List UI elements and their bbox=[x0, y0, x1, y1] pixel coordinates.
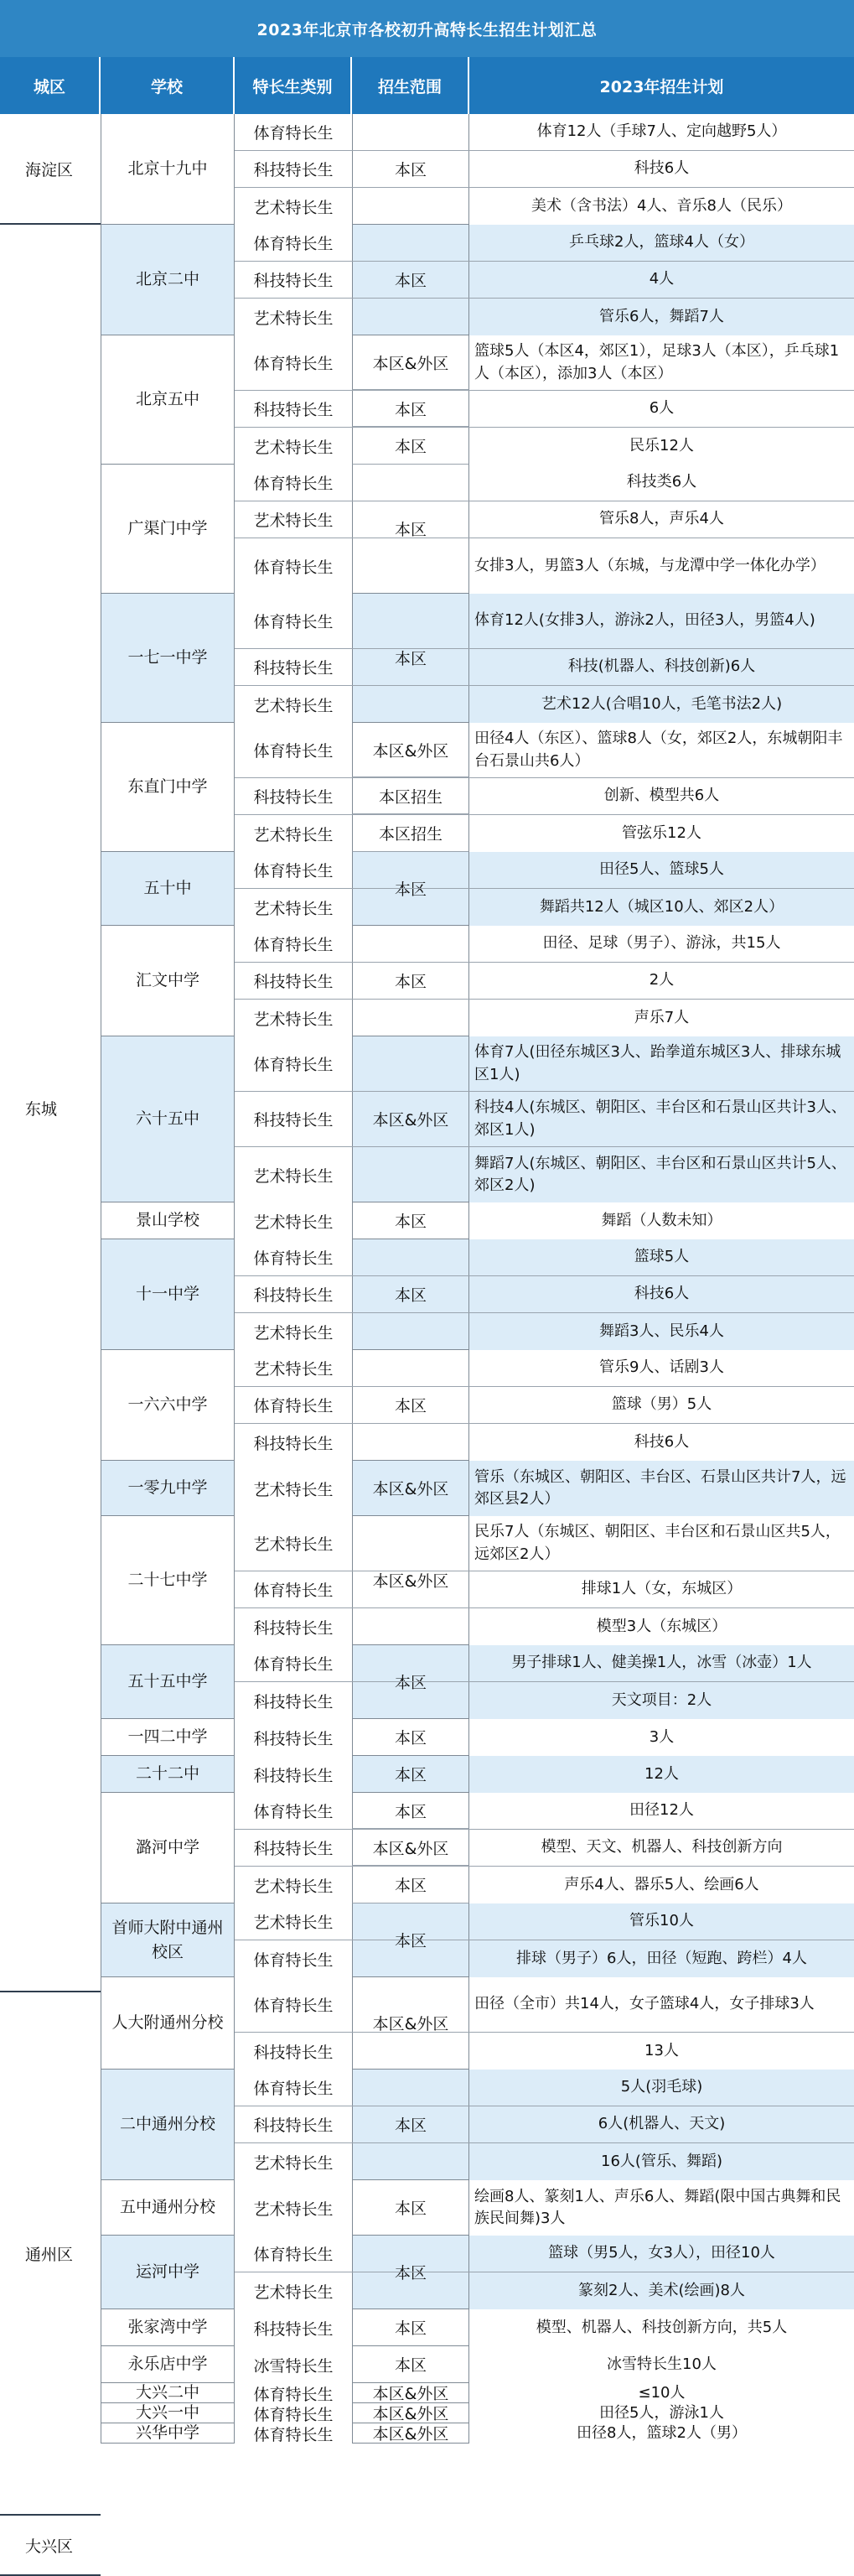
plan-cell: 男子排球1人、健美操1人，冰雪（冰壶）1人 bbox=[469, 1645, 854, 1681]
school-scope: 本区 bbox=[352, 1350, 469, 1460]
school-scope: 本区 bbox=[352, 1719, 469, 1755]
table-row bbox=[235, 723, 854, 778]
school-scope: 本区 bbox=[352, 1202, 469, 1239]
category-cell: 体育特长生 bbox=[235, 114, 352, 150]
plan-cell: 乒乓球2人，篮球4人（女） bbox=[469, 225, 854, 261]
school-block bbox=[101, 2309, 854, 2346]
plan-cell: 6人 bbox=[469, 391, 854, 427]
school-block bbox=[101, 1756, 854, 1793]
table-header-row bbox=[0, 57, 854, 114]
table-row bbox=[235, 1313, 854, 1350]
school-name: 永乐店中学 bbox=[101, 2346, 235, 2382]
category-cell: 冰雪特长生 bbox=[235, 2346, 352, 2383]
school-scope: 本区 bbox=[352, 594, 469, 722]
plan-cell: 5人(羽毛球) bbox=[469, 2070, 854, 2106]
school-block bbox=[101, 1516, 854, 1645]
table-row bbox=[235, 1830, 854, 1867]
category-cell: 艺术特长生 bbox=[235, 815, 352, 852]
school-name: 北京五中 bbox=[101, 335, 235, 464]
school-name: 景山学校 bbox=[101, 1202, 235, 1239]
table-row bbox=[235, 1793, 854, 1830]
category-cell: 体育特长生 bbox=[235, 2403, 352, 2423]
table-row bbox=[235, 1940, 854, 1977]
school-name: 运河中学 bbox=[101, 2236, 235, 2309]
school-block bbox=[101, 1903, 854, 1977]
school-block bbox=[101, 2346, 854, 2383]
table-row bbox=[235, 1276, 854, 1313]
category-cell: 体育特长生 bbox=[235, 225, 352, 261]
school-scope: 本区 bbox=[352, 852, 469, 925]
table-row bbox=[235, 2033, 854, 2070]
category-cell: 体育特长生 bbox=[235, 335, 352, 390]
table-row bbox=[235, 1350, 854, 1387]
category-cell: 科技特长生 bbox=[235, 2106, 352, 2142]
table-row bbox=[235, 778, 854, 815]
category-cell: 艺术特长生 bbox=[235, 1867, 352, 1903]
scope-cell: 本区 bbox=[352, 391, 469, 427]
category-cell: 艺术特长生 bbox=[235, 428, 352, 465]
category-cell: 体育特长生 bbox=[235, 723, 352, 777]
school-block bbox=[101, 852, 854, 926]
table-row bbox=[235, 391, 854, 428]
school-name: 二中通州分校 bbox=[101, 2070, 235, 2179]
plan-cell: 舞蹈共12人（城区10人、郊区2人） bbox=[469, 889, 854, 926]
category-cell: 体育特长生 bbox=[235, 2423, 352, 2444]
category-cell: 体育特长生 bbox=[235, 538, 352, 594]
plan-cell: 科技6人 bbox=[469, 151, 854, 187]
table-row bbox=[235, 538, 854, 594]
category-cell: 科技特长生 bbox=[235, 963, 352, 999]
table-row bbox=[235, 2423, 854, 2444]
plan-cell: 科技6人 bbox=[469, 1276, 854, 1312]
category-cell: 艺术特长生 bbox=[235, 1903, 352, 1940]
school-name: 大兴二中 bbox=[101, 2383, 235, 2402]
table-row bbox=[235, 926, 854, 963]
table-row bbox=[235, 2106, 854, 2143]
plan-cell: 管乐9人、话剧3人 bbox=[469, 1350, 854, 1386]
category-cell: 科技特长生 bbox=[235, 1756, 352, 1793]
table-row bbox=[235, 1000, 854, 1036]
table-row bbox=[235, 686, 854, 723]
school-scope: 本区 bbox=[352, 926, 469, 1036]
scope-cell: 本区招生 bbox=[352, 778, 469, 814]
plan-cell: 模型、天文、机器人、科技创新方向 bbox=[469, 1830, 854, 1866]
category-cell: 科技特长生 bbox=[235, 1719, 352, 1756]
header-scope: 招生范围 bbox=[352, 57, 469, 114]
category-cell: 艺术特长生 bbox=[235, 1000, 352, 1036]
school-name: 一七一中学 bbox=[101, 594, 235, 722]
category-cell: 体育特长生 bbox=[235, 1940, 352, 1977]
table-row bbox=[235, 1682, 854, 1719]
table-row bbox=[235, 2236, 854, 2272]
category-cell: 科技特长生 bbox=[235, 262, 352, 298]
school-block bbox=[101, 1350, 854, 1461]
table-row bbox=[235, 1645, 854, 1682]
school-block bbox=[101, 225, 854, 335]
school-name: 兴华中学 bbox=[101, 2423, 235, 2443]
school-name: 北京二中 bbox=[101, 225, 235, 335]
table-row bbox=[235, 2383, 854, 2403]
school-name: 潞河中学 bbox=[101, 1793, 235, 1903]
school-block bbox=[101, 1461, 854, 1516]
category-cell: 科技特长生 bbox=[235, 391, 352, 427]
plan-cell: 田径4人（东区）、篮球8人（女，郊区2人，东城朝阳丰台石景山共6人） bbox=[469, 723, 854, 777]
table-row bbox=[235, 1387, 854, 1424]
school-name: 五十五中学 bbox=[101, 1645, 235, 1718]
plan-cell: 声乐4人、器乐5人、绘画6人 bbox=[469, 1867, 854, 1903]
school-block bbox=[101, 1645, 854, 1719]
school-block bbox=[101, 1793, 854, 1903]
category-cell: 科技特长生 bbox=[235, 1276, 352, 1312]
plan-cell: 篮球（男）5人 bbox=[469, 1387, 854, 1423]
category-cell: 艺术特长生 bbox=[235, 2143, 352, 2180]
school-block bbox=[101, 1239, 854, 1350]
school-name: 人大附通州分校 bbox=[101, 1977, 235, 2069]
category-cell: 体育特长生 bbox=[235, 1571, 352, 1607]
school-scope: 本区 bbox=[352, 1756, 469, 1792]
school-block bbox=[101, 1977, 854, 2070]
plan-cell: 创新、模型共6人 bbox=[469, 778, 854, 814]
plan-cell: 管弦乐12人 bbox=[469, 815, 854, 852]
school-scope: 本区&外区 bbox=[352, 1036, 469, 1202]
school-block bbox=[101, 1719, 854, 1756]
category-cell: 艺术特长生 bbox=[235, 1202, 352, 1239]
table-row bbox=[235, 2180, 854, 2236]
school-name: 二十七中学 bbox=[101, 1516, 235, 1644]
school-name: 一六六中学 bbox=[101, 1350, 235, 1460]
plan-cell: 科技类6人 bbox=[469, 465, 854, 501]
table-row bbox=[235, 428, 854, 465]
scope-cell: 本区 bbox=[352, 428, 469, 465]
table-body bbox=[0, 114, 854, 2576]
plan-cell: 美术（含书法）4人、音乐8人（民乐） bbox=[469, 188, 854, 225]
plan-cell: 舞蹈3人、民乐4人 bbox=[469, 1313, 854, 1350]
school-block bbox=[101, 723, 854, 852]
category-cell: 体育特长生 bbox=[235, 465, 352, 501]
plan-cell: 舞蹈7人(东城区、朝阳区、丰台区和石景山区共计5人、郊区2人) bbox=[469, 1147, 854, 1202]
school-scope: 本区&外区 bbox=[352, 1516, 469, 1644]
category-cell: 体育特长生 bbox=[235, 1036, 352, 1091]
school-name: 广渠门中学 bbox=[101, 465, 235, 593]
school-name: 二十二中 bbox=[101, 1756, 235, 1792]
table-row bbox=[235, 1092, 854, 1147]
school-name: 汇文中学 bbox=[101, 926, 235, 1036]
table-row bbox=[235, 1867, 854, 1903]
school-scope: 本区 bbox=[352, 2309, 469, 2345]
school-name: 首师大附中通州校区 bbox=[101, 1903, 235, 1976]
table-row bbox=[235, 2070, 854, 2106]
school-block bbox=[101, 1036, 854, 1202]
plan-cell: 女排3人，男篮3人（东城，与龙潭中学一体化办学） bbox=[469, 538, 854, 594]
plan-cell: 管乐（东城区、朝阳区、丰台区、石景山区共计7人，远郊区县2人） bbox=[469, 1461, 854, 1516]
school-name: 五中通州分校 bbox=[101, 2180, 235, 2235]
school-block bbox=[101, 335, 854, 465]
category-cell: 艺术特长生 bbox=[235, 1461, 352, 1516]
header-plan: 2023年招生计划 bbox=[599, 77, 724, 96]
school-scope: 本区&外区 bbox=[352, 2423, 469, 2443]
school-block bbox=[101, 2070, 854, 2180]
plan-cell: 管乐10人 bbox=[469, 1903, 854, 1940]
plan-cell: 绘画8人、篆刻1人、声乐6人、舞蹈(限中国古典舞和民族民间舞)3人 bbox=[469, 2180, 854, 2236]
plan-cell: 管乐6人，舞蹈7人 bbox=[469, 299, 854, 335]
school-scope: 本区 bbox=[352, 1903, 469, 1976]
school-name: 六十五中 bbox=[101, 1036, 235, 1202]
category-cell: 体育特长生 bbox=[235, 926, 352, 962]
category-cell: 体育特长生 bbox=[235, 2383, 352, 2403]
table-row bbox=[235, 1461, 854, 1516]
school-scope: 本区 bbox=[352, 225, 469, 335]
category-cell: 体育特长生 bbox=[235, 852, 352, 888]
category-cell: 艺术特长生 bbox=[235, 188, 352, 225]
category-cell: 艺术特长生 bbox=[235, 1147, 352, 1202]
category-cell: 体育特长生 bbox=[235, 1793, 352, 1829]
plan-cell: 艺术12人(合唱10人，毛笔书法2人) bbox=[469, 686, 854, 723]
table-row bbox=[235, 465, 854, 501]
table-row bbox=[235, 501, 854, 538]
scope-cell: 本区&外区 bbox=[352, 1830, 469, 1866]
school-name: 一四二中学 bbox=[101, 1719, 235, 1755]
table-row bbox=[235, 1202, 854, 1239]
plan-cell: 体育7人(田径东城区3人、跆拳道东城区3人、排球东城区1人) bbox=[469, 1036, 854, 1091]
category-cell: 艺术特长生 bbox=[235, 1313, 352, 1350]
plan-cell: 篮球5人 bbox=[469, 1239, 854, 1275]
plan-cell: 篮球5人（本区4，郊区1），足球3人（本区），乒乓球1人（本区），添加3人（本区） bbox=[469, 335, 854, 390]
plan-cell: 4人 bbox=[469, 262, 854, 298]
school-block bbox=[101, 2180, 854, 2236]
school-scope: 本区&外区 bbox=[352, 2383, 469, 2402]
table-row bbox=[235, 335, 854, 391]
table-row bbox=[235, 262, 854, 299]
school-scope: 本区 bbox=[352, 2180, 469, 2235]
plan-cell: 3人 bbox=[469, 1719, 854, 1756]
scope-cell: 本区&外区 bbox=[352, 723, 469, 777]
table-row bbox=[235, 815, 854, 852]
page-title: 2023年北京市各校初升高特长生招生计划汇总 bbox=[0, 0, 854, 57]
school-scope: 本区 bbox=[352, 2236, 469, 2309]
plan-cell: 冰雪特长生10人 bbox=[469, 2346, 854, 2383]
category-cell: 艺术特长生 bbox=[235, 1516, 352, 1571]
table-row bbox=[235, 1036, 854, 1092]
plan-cell: 排球1人（女，东城区） bbox=[469, 1571, 854, 1607]
table-row bbox=[235, 2272, 854, 2309]
school-block bbox=[101, 2403, 854, 2423]
school-scope: 本区 bbox=[352, 465, 469, 593]
plan-cell: 民乐12人 bbox=[469, 428, 854, 465]
school-name: 十一中学 bbox=[101, 1239, 235, 1349]
plan-cell: 模型、机器人、科技创新方向，共5人 bbox=[469, 2309, 854, 2346]
table-row bbox=[235, 188, 854, 225]
table-row bbox=[235, 1719, 854, 1756]
plan-cell: 模型3人（东城区） bbox=[469, 1608, 854, 1645]
table-row bbox=[235, 114, 854, 151]
plan-cell: 16人(管乐、舞蹈) bbox=[469, 2143, 854, 2180]
school-scope: 本区 bbox=[352, 1645, 469, 1718]
plan-cell: 民乐7人（东城区、朝阳区、丰台区和石景山区共5人，远郊区2人） bbox=[469, 1516, 854, 1571]
table-row bbox=[235, 1424, 854, 1461]
category-cell: 科技特长生 bbox=[235, 2309, 352, 2346]
school-block bbox=[101, 926, 854, 1036]
header-school: 学校 bbox=[101, 57, 235, 114]
scope-cell: 本区招生 bbox=[352, 815, 469, 852]
scope-cell: 本区 bbox=[352, 1793, 469, 1829]
table-row bbox=[235, 1147, 854, 1202]
school-name: 张家湾中学 bbox=[101, 2309, 235, 2345]
category-cell: 体育特长生 bbox=[235, 594, 352, 648]
table-row bbox=[235, 1608, 854, 1645]
plan-cell: 管乐8人，声乐4人 bbox=[469, 501, 854, 538]
table-row bbox=[235, 594, 854, 649]
plan-cell: 排球（男子）6人，田径（短跑、跨栏）4人 bbox=[469, 1940, 854, 1977]
plan-cell: 体育12人(女排3人，游泳2人，田径3人，男篮4人) bbox=[469, 594, 854, 648]
school-scope: 本区 bbox=[352, 2070, 469, 2179]
plan-cell: 天文项目：2人 bbox=[469, 1682, 854, 1719]
plan-cell: 科技(机器人、科技创新)6人 bbox=[469, 649, 854, 685]
table-row bbox=[235, 649, 854, 686]
school-scope: 本区&外区 bbox=[352, 1977, 469, 2069]
school-name: 北京十九中 bbox=[101, 114, 235, 224]
plan-cell: 科技4人(东城区、朝阳区、丰台区和石景山区共计3人、郊区1人) bbox=[469, 1092, 854, 1146]
table-row bbox=[235, 2346, 854, 2383]
plan-cell: 田径、足球（男子）、游泳，共15人 bbox=[469, 926, 854, 962]
header-category: 特长生类别 bbox=[235, 57, 352, 114]
school-scope: 本区&外区 bbox=[352, 1461, 469, 1515]
plan-cell: 舞蹈（人数未知） bbox=[469, 1202, 854, 1239]
category-cell: 体育特长生 bbox=[235, 1387, 352, 1423]
plan-cell: 13人 bbox=[469, 2033, 854, 2070]
plan-cell: 篮球（男5人，女3人），田径10人 bbox=[469, 2236, 854, 2272]
school-name: 东直门中学 bbox=[101, 723, 235, 851]
school-scope: 本区 bbox=[352, 1239, 469, 1349]
school-block bbox=[101, 2236, 854, 2309]
scope-cell: 本区 bbox=[352, 1867, 469, 1903]
category-cell: 科技特长生 bbox=[235, 2033, 352, 2070]
category-cell: 艺术特长生 bbox=[235, 2180, 352, 2236]
table-row bbox=[235, 2143, 854, 2180]
category-cell: 体育特长生 bbox=[235, 1239, 352, 1275]
school-name: 大兴一中 bbox=[101, 2403, 235, 2423]
category-cell: 体育特长生 bbox=[235, 1977, 352, 2032]
school-scope: 本区&外区 bbox=[352, 2403, 469, 2423]
region-daxing: 大兴区 bbox=[0, 2516, 101, 2576]
plan-cell: 篆刻2人、美术(绘画)8人 bbox=[469, 2272, 854, 2309]
category-cell: 科技特长生 bbox=[235, 1830, 352, 1866]
scope-cell: 本区&外区 bbox=[352, 335, 469, 390]
plan-cell: 6人(机器人、天文) bbox=[469, 2106, 854, 2142]
region-dongcheng: 东城 bbox=[0, 225, 101, 1992]
category-cell: 科技特长生 bbox=[235, 1424, 352, 1461]
table-row bbox=[235, 1571, 854, 1608]
school-block bbox=[101, 594, 854, 723]
category-cell: 科技特长生 bbox=[235, 1682, 352, 1719]
plan-cell: 田径（全市）共14人，女子篮球4人，女子排球3人 bbox=[469, 1977, 854, 2032]
table-row bbox=[235, 225, 854, 262]
region-haidian: 海淀区 bbox=[0, 114, 101, 225]
category-cell: 艺术特长生 bbox=[235, 299, 352, 335]
plan-cell: 2人 bbox=[469, 963, 854, 999]
table-row bbox=[235, 1903, 854, 1940]
category-cell: 科技特长生 bbox=[235, 1608, 352, 1645]
category-cell: 科技特长生 bbox=[235, 649, 352, 685]
plan-cell: 田径5人，游泳1人 bbox=[469, 2403, 854, 2423]
category-cell: 体育特长生 bbox=[235, 2070, 352, 2106]
plan-cell: ≤10人 bbox=[469, 2383, 854, 2403]
category-cell: 艺术特长生 bbox=[235, 501, 352, 538]
plan-cell: 科技6人 bbox=[469, 1424, 854, 1461]
table-row bbox=[235, 852, 854, 889]
category-cell: 体育特长生 bbox=[235, 1645, 352, 1681]
category-cell: 体育特长生 bbox=[235, 2236, 352, 2272]
school-name: 一零九中学 bbox=[101, 1461, 235, 1515]
header-district: 城区 bbox=[0, 57, 101, 114]
category-cell: 科技特长生 bbox=[235, 1092, 352, 1146]
plan-cell: 田径12人 bbox=[469, 1793, 854, 1829]
school-block bbox=[101, 465, 854, 594]
table-row bbox=[235, 151, 854, 188]
table-row bbox=[235, 1756, 854, 1793]
region-tongzhou: 通州区 bbox=[0, 1992, 101, 2516]
school-block bbox=[101, 114, 854, 225]
school-block bbox=[101, 2383, 854, 2403]
category-cell: 艺术特长生 bbox=[235, 889, 352, 926]
table-row bbox=[235, 1239, 854, 1276]
plan-cell: 12人 bbox=[469, 1756, 854, 1793]
table-row bbox=[235, 299, 854, 335]
category-cell: 科技特长生 bbox=[235, 778, 352, 814]
plan-cell: 声乐7人 bbox=[469, 1000, 854, 1036]
table-row bbox=[235, 1516, 854, 1571]
school-scope: 本区 bbox=[352, 2346, 469, 2382]
school-block bbox=[101, 1202, 854, 1239]
school-scope: 本区 bbox=[352, 114, 469, 224]
school-block bbox=[101, 2423, 854, 2444]
category-cell: 科技特长生 bbox=[235, 151, 352, 187]
category-cell: 艺术特长生 bbox=[235, 2272, 352, 2309]
plan-cell: 田径5人、篮球5人 bbox=[469, 852, 854, 888]
category-cell: 艺术特长生 bbox=[235, 686, 352, 723]
plan-cell: 体育12人（手球7人、定向越野5人） bbox=[469, 114, 854, 150]
table-row bbox=[235, 1977, 854, 2033]
category-cell: 艺术特长生 bbox=[235, 1350, 352, 1386]
table-row bbox=[235, 963, 854, 1000]
table-row bbox=[235, 889, 854, 926]
plan-cell: 田径8人，篮球2人（男） bbox=[469, 2423, 854, 2444]
table-row bbox=[235, 2403, 854, 2423]
school-name: 五十中 bbox=[101, 852, 235, 925]
table-row bbox=[235, 2309, 854, 2346]
